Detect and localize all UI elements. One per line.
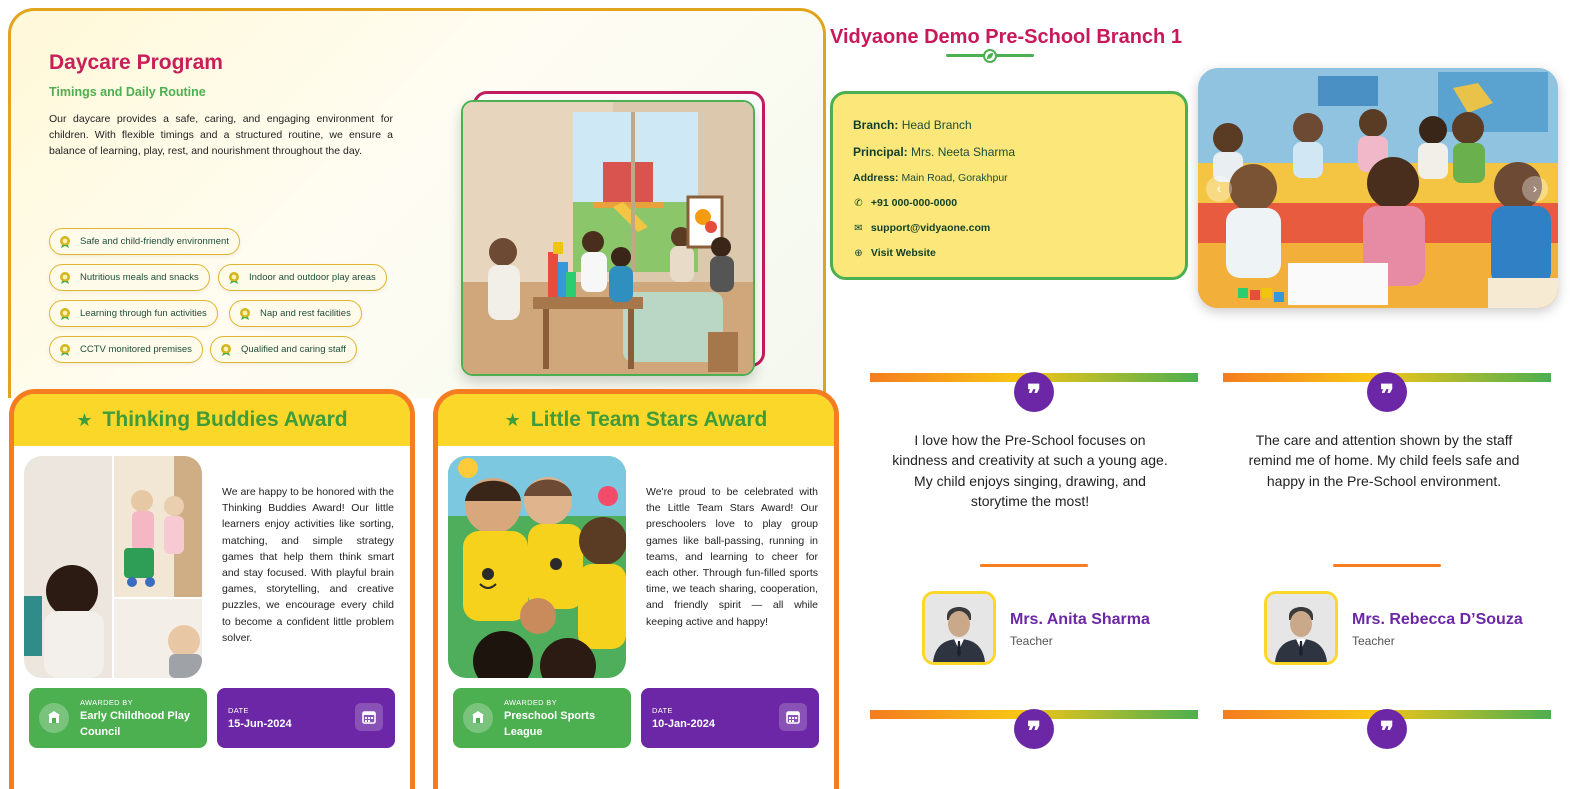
awarded-by-box xyxy=(29,688,207,748)
award-title: Thinking Buddies Award xyxy=(102,408,348,431)
feature-chip xyxy=(49,336,203,363)
awarded-by-box xyxy=(453,688,631,748)
date-value: 10-Jan-2024 xyxy=(652,718,715,730)
leaf-icon xyxy=(983,49,997,63)
address-row xyxy=(853,172,1008,184)
award-collage xyxy=(24,456,202,678)
testimonial-role: Teacher xyxy=(1352,634,1395,648)
quote-icon: ❞ xyxy=(1367,372,1407,412)
branch-row xyxy=(853,118,972,132)
daycare-photo xyxy=(461,100,755,376)
quote-icon: ❞ xyxy=(1367,709,1407,749)
feature-label: Qualified and caring staff xyxy=(241,344,346,355)
feature-chip xyxy=(49,264,210,291)
quote-icon: ❞ xyxy=(1014,709,1054,749)
badge-icon xyxy=(219,343,233,357)
classroom-photo xyxy=(1198,68,1558,308)
awarded-by-label: AWARDED BY xyxy=(504,698,557,707)
principal-row xyxy=(853,145,1015,159)
date-label: DATE xyxy=(652,706,673,715)
feature-label: CCTV monitored premises xyxy=(80,344,192,355)
award-header xyxy=(438,394,834,446)
phone-icon: ✆ xyxy=(854,198,863,209)
principal-value: Mrs. Neeta Sharma xyxy=(911,145,1016,159)
building-icon xyxy=(463,703,493,733)
feature-label: Learning through fun activities xyxy=(80,308,207,319)
email-row[interactable] xyxy=(853,222,990,234)
badge-icon xyxy=(58,271,72,285)
star-icon: ★ xyxy=(504,409,521,430)
building-icon xyxy=(39,703,69,733)
avatar xyxy=(1264,591,1338,665)
branch-value: Head Branch xyxy=(901,118,972,132)
award-card xyxy=(9,389,415,789)
testimonial-quote: The care and attention shown by the staff remind me of home. My child feels safe and happy in the Pre-School environment. xyxy=(1248,432,1520,489)
feature-label: Safe and child-friendly environment xyxy=(80,236,229,247)
calendar-icon xyxy=(355,703,383,731)
feature-chip xyxy=(210,336,357,363)
badge-icon xyxy=(227,271,241,285)
award-card xyxy=(433,389,839,789)
website-link[interactable] xyxy=(853,247,936,259)
testimonial-name: Mrs. Rebecca D’Souza xyxy=(1352,611,1523,628)
testimonial-name: Mrs. Anita Sharma xyxy=(1010,611,1150,628)
daycare-section xyxy=(8,8,826,398)
feature-label: Nap and rest facilities xyxy=(260,308,351,319)
branch-label: Branch: xyxy=(853,118,899,132)
award-description: We're proud to be celebrated with the Little Team Stars Award! Our preschoolers love to play group games like ball-passing, running in teams, and learning to cheer for each other. Through fun-filled sports time, we teach sharing, cooperation, and friendly spirit — all while keeping active and happy! xyxy=(646,486,818,628)
principal-label: Principal: xyxy=(853,145,908,159)
address-label: Address: xyxy=(853,172,899,184)
carousel-prev-button[interactable]: ‹ xyxy=(1206,176,1232,202)
envelope-icon: ✉ xyxy=(854,223,863,234)
testimonial-quote: I love how the Pre-School focuses on kindness and creativity at such a young age. My child enjoys singing, drawing, and storytime the most! xyxy=(892,432,1168,509)
badge-icon xyxy=(238,307,252,321)
carousel-next-button[interactable]: › xyxy=(1522,176,1548,202)
address-value: Main Road, Gorakhpur xyxy=(901,172,1008,184)
quote-icon: ❞ xyxy=(1014,372,1054,412)
feature-label: Indoor and outdoor play areas xyxy=(249,272,376,283)
branch-title: Vidyaone Demo Pre-School Branch 1 xyxy=(830,26,1182,48)
feature-chip xyxy=(218,264,387,291)
website-label: Visit Website xyxy=(870,247,936,259)
badge-icon xyxy=(58,343,72,357)
award-description: We are happy to be honored with the Thinking Buddies Award! Our little learners enjoy activities like sorting, matching, and simple strategy games that help them think smart and stay focused. With playful brain games, storytelling, and creative puzzles, we encourage every child to become a confident little problem solver. xyxy=(222,486,395,644)
testimonial-role: Teacher xyxy=(1010,634,1053,648)
email-value: support@vidyaone.com xyxy=(870,222,991,234)
award-photo xyxy=(24,456,202,678)
classroom-illustration xyxy=(463,102,755,376)
phone-value: +91 000-000-0000 xyxy=(870,197,958,209)
avatar xyxy=(922,591,996,665)
badge-icon xyxy=(58,235,72,249)
testimonial-divider xyxy=(980,564,1088,567)
awarded-by-label: AWARDED BY xyxy=(80,698,133,707)
date-label: DATE xyxy=(228,706,249,715)
star-icon: ★ xyxy=(76,409,93,430)
date-value: 15-Jun-2024 xyxy=(228,718,292,730)
branch-info-card xyxy=(830,91,1188,280)
date-box xyxy=(217,688,395,748)
feature-label: Nutritious meals and snacks xyxy=(80,272,199,283)
award-title: Little Team Stars Award xyxy=(530,408,768,431)
feature-chip xyxy=(49,228,240,255)
globe-icon: ⊕ xyxy=(854,248,863,259)
testimonial-divider xyxy=(1333,564,1441,567)
badge-icon xyxy=(58,307,72,321)
feature-chip xyxy=(229,300,362,327)
team-kids-photo xyxy=(448,456,626,678)
daycare-subtitle: Timings and Daily Routine xyxy=(49,85,206,99)
award-photo xyxy=(448,456,626,678)
person-avatar-icon xyxy=(1267,594,1335,662)
date-box xyxy=(641,688,819,748)
daycare-title: Daycare Program xyxy=(49,51,223,74)
calendar-icon xyxy=(779,703,807,731)
award-header xyxy=(14,394,410,446)
phone-row[interactable] xyxy=(853,197,957,209)
awarded-by-value: Preschool Sports League xyxy=(504,710,596,738)
person-avatar-icon xyxy=(925,594,993,662)
awarded-by-value: Early Childhood Play Council xyxy=(80,710,191,738)
daycare-description: Our daycare provides a safe, caring, and engaging environment for children. With flexible timings and a structured routine, we ensure a balance of learning, play, rest, and nourishment throughout the day. xyxy=(49,113,393,157)
feature-chip xyxy=(49,300,218,327)
branch-image-carousel xyxy=(1198,68,1558,308)
